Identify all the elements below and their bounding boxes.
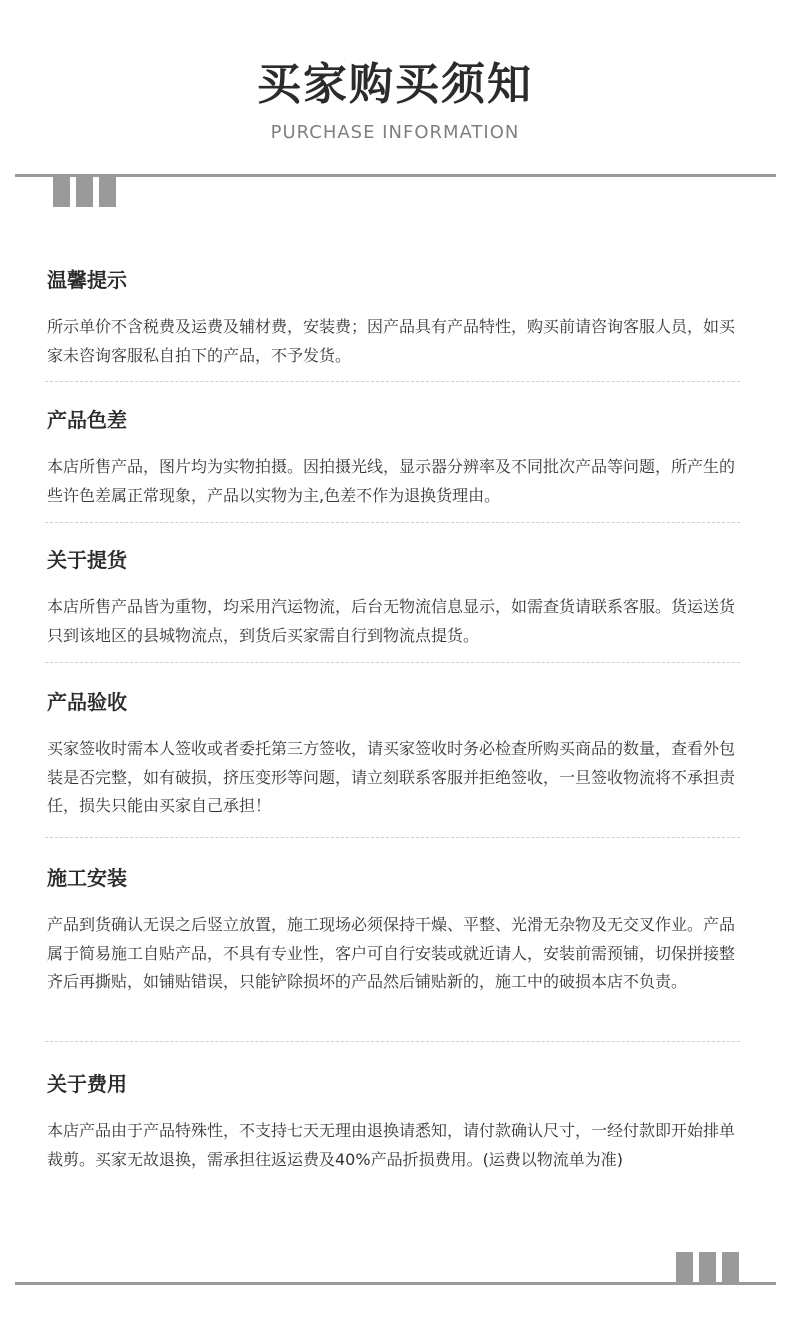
top-bars-decoration — [53, 176, 116, 207]
bar-block — [99, 176, 116, 207]
section-body: 本店产品由于产品特殊性，不支持七天无理由退换请悉知，请付款确认尺寸，一经付款即开始排单裁剪。买家无故退换，需承担往返运费及40%产品折损费用。(运费以物流单为准) — [47, 1121, 736, 1169]
section-divider — [45, 522, 740, 523]
bar-block — [699, 1252, 716, 1283]
section-body: 本店所售产品，图片均为实物拍摄。因拍摄光线，显示器分辨率及不同批次产品等问题，所产生的些许色差属正常现象，产品以实物为主,色差不作为退换货理由。 — [47, 457, 736, 505]
section-inspection — [47, 686, 747, 821]
bar-block — [53, 176, 70, 207]
section-color-difference — [47, 404, 747, 510]
section-installation — [47, 862, 747, 997]
section-body: 买家签收时需本人签收或者委托第三方签收，请买家签收时务必检查所购买商品的数量，查看外包装是否完整，如有破损，挤压变形等问题，请立刻联系客服并拒绝签收，一旦签收物流将不承担责任，损失只能由买家自己承担！ — [47, 739, 736, 815]
section-body: 产品到货确认无误之后竖立放置，施工现场必须保持干燥、平整、光滑无杂物及无交叉作业。产品属于简易施工自贴产品，不具有专业性，客户可自行安装或就近请人，安装前需预铺，切保拼接整齐后再撕贴，如铺贴错误，只能铲除损坏的产品然后铺贴新的，施工中的破损本店不负责。 — [47, 915, 736, 991]
section-pickup — [47, 544, 747, 650]
section-heading: 施工安装 — [47, 866, 127, 890]
section-divider — [45, 381, 740, 382]
section-heading: 关于费用 — [47, 1072, 127, 1096]
section-body: 所示单价不含税费及运费及辅材费，安装费；因产品具有产品特性，购买前请咨询客服人员，如买家未咨询客服私自拍下的产品，不予发货。 — [47, 317, 736, 365]
section-heading: 产品色差 — [47, 408, 127, 432]
section-body: 本店所售产品皆为重物，均采用汽运物流，后台无物流信息显示，如需查货请联系客服。货运送货只到该地区的县城物流点，到货后买家需自行到物流点提货。 — [47, 597, 736, 645]
section-tips — [47, 264, 747, 370]
bar-block — [676, 1252, 693, 1283]
section-divider — [45, 662, 740, 663]
section-heading: 温馨提示 — [47, 268, 127, 292]
page-title: 买家购买须知 — [257, 59, 533, 110]
section-heading: 产品验收 — [47, 690, 127, 714]
section-divider — [45, 1041, 740, 1042]
top-rule — [15, 174, 776, 177]
bottom-rule — [15, 1282, 776, 1285]
page-subtitle: PURCHASE INFORMATION — [270, 122, 520, 143]
section-fees — [47, 1068, 747, 1174]
bottom-bars-decoration — [676, 1252, 739, 1283]
section-heading: 关于提货 — [47, 548, 127, 572]
bar-block — [722, 1252, 739, 1283]
bar-block — [76, 176, 93, 207]
section-divider — [45, 837, 740, 838]
